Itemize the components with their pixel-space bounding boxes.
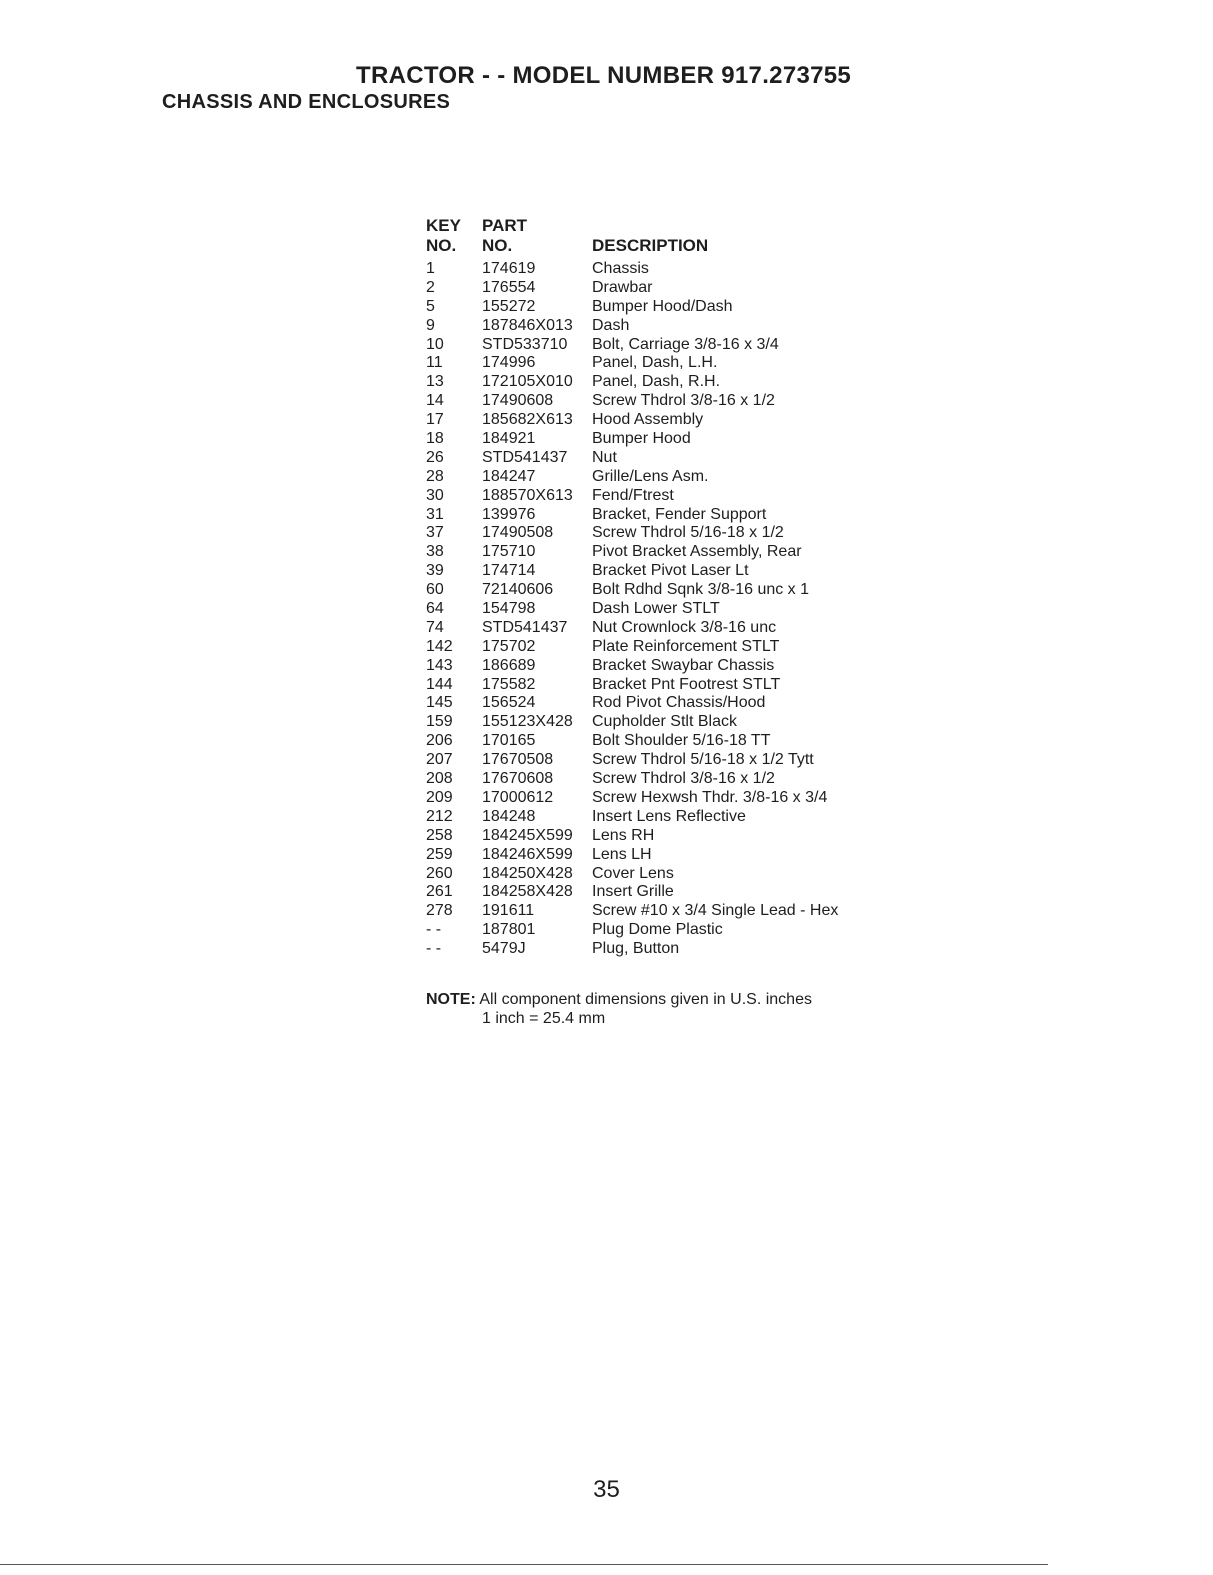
table-row [426, 694, 912, 713]
table-row [426, 524, 912, 543]
key-no-cell: 9 [426, 316, 435, 334]
key-no-cell: 37 [426, 524, 444, 542]
part-no-cell: 184245X599 [482, 826, 573, 844]
key-no-cell: - - [426, 940, 442, 958]
key-no-cell: 13 [426, 373, 444, 391]
table-row [426, 468, 912, 487]
section-subtitle: CHASSIS AND ENCLOSURES [162, 91, 451, 113]
part-no-cell: 175702 [482, 637, 536, 655]
key-no-cell: 26 [426, 448, 444, 466]
table-row [426, 298, 912, 317]
key-no-cell: 142 [426, 637, 453, 655]
key-no-cell: 39 [426, 562, 444, 580]
table-row [426, 600, 912, 619]
part-no-cell: 17000612 [482, 788, 554, 806]
table-row [426, 336, 912, 355]
table-row [426, 581, 912, 600]
key-no-cell: 209 [426, 788, 453, 806]
description-cell: Screw Thdrol 5/16-18 x 1/2 [592, 524, 784, 542]
part-no-cell: 184250X428 [482, 864, 573, 882]
part-no-cell: 191611 [482, 902, 535, 920]
description-cell: Screw Thdrol 3/8-16 x 1/2 [592, 392, 775, 410]
key-no-cell: 143 [426, 656, 453, 674]
description-cell: Panel, Dash, L.H. [592, 354, 718, 372]
part-no-cell: 187801 [482, 921, 536, 939]
description-cell: Bolt Shoulder 5/16-18 TT [592, 732, 771, 750]
note-label: NOTE: [426, 991, 476, 1008]
description-cell: Drawbar [592, 278, 653, 296]
description-cell: Nut Crownlock 3/8-16 unc [592, 618, 777, 636]
table-row [426, 921, 912, 940]
description-cell: Screw #10 x 3/4 Single Lead - Hex [592, 902, 839, 920]
part-no-cell: 185682X613 [482, 411, 573, 429]
table-row [426, 562, 912, 581]
part-no-cell: STD541437 [482, 448, 568, 466]
key-no-cell: 14 [426, 392, 444, 410]
description-cell: Bolt, Carriage 3/8-16 x 3/4 [592, 335, 779, 353]
table-row [426, 430, 912, 449]
description-cell: Insert Lens Reflective [592, 807, 746, 825]
part-no-cell: 184246X599 [482, 845, 573, 863]
table-row [426, 940, 912, 959]
key-no-cell: 38 [426, 543, 444, 561]
key-no-cell: 159 [426, 713, 453, 731]
part-no-cell: 187846X013 [482, 316, 573, 334]
description-cell: Nut [592, 448, 617, 466]
description-cell: Pivot Bracket Assembly, Rear [592, 543, 802, 561]
table-row [426, 279, 912, 298]
description-cell: Bracket Swaybar Chassis [592, 656, 775, 674]
key-no-cell: 30 [426, 486, 444, 504]
key-no-cell: 278 [426, 902, 453, 920]
description-cell: Plug, Button [592, 940, 680, 958]
table-row [426, 676, 912, 695]
table-row [426, 487, 912, 506]
table-row [426, 543, 912, 562]
part-no-cell: 184921 [482, 430, 536, 448]
description-cell: Bracket, Fender Support [592, 505, 767, 523]
note-line-1 [426, 990, 812, 1009]
description-cell: Lens RH [592, 826, 655, 844]
part-no-cell: 176554 [482, 278, 536, 296]
part-no-cell: 72140606 [482, 581, 554, 599]
part-no-cell: 172105X010 [482, 373, 573, 391]
description-header: DESCRIPTION [592, 236, 709, 255]
description-cell: Bumper Hood/Dash [592, 297, 733, 315]
key-no-cell: 60 [426, 581, 444, 599]
description-cell: Dash Lower STLT [592, 600, 720, 618]
key-no-cell: 10 [426, 335, 444, 353]
description-cell: Grille/Lens Asm. [592, 467, 709, 485]
part-no-cell: 155272 [482, 297, 536, 315]
description-cell: Fend/Ftrest [592, 486, 674, 504]
key-no-cell: 144 [426, 675, 453, 693]
key-no-cell: 260 [426, 864, 453, 882]
key-no-cell: 17 [426, 411, 444, 429]
table-row [426, 789, 912, 808]
description-cell: Plate Reinforcement STLT [592, 637, 780, 655]
key-no-cell: 74 [426, 618, 444, 636]
key-no-cell: 64 [426, 600, 444, 618]
description-cell: Dash [592, 316, 630, 334]
description-cell: Insert Grille [592, 883, 674, 901]
description-cell: Bumper Hood [592, 430, 691, 448]
key-no-cell: 212 [426, 807, 453, 825]
table-row [426, 260, 912, 279]
key-no-cell: 2 [426, 278, 435, 296]
part-no-cell: 184258X428 [482, 883, 573, 901]
note-text: All component dimensions given in U.S. inches [479, 991, 812, 1008]
part-no-cell: 17490608 [482, 392, 554, 410]
table-header-row-2 [426, 236, 912, 256]
table-row [426, 449, 912, 468]
part-no-cell: 186689 [482, 656, 536, 674]
table-row [426, 713, 912, 732]
description-cell: Hood Assembly [592, 411, 704, 429]
table-row [426, 317, 912, 336]
key-no-cell: 145 [426, 694, 453, 712]
description-cell: Rod Pivot Chassis/Hood [592, 694, 766, 712]
table-row [426, 732, 912, 751]
key-no-cell: 208 [426, 770, 453, 788]
part-no-cell: 170165 [482, 732, 536, 750]
table-row [426, 770, 912, 789]
table-row [426, 657, 912, 676]
table-row [426, 411, 912, 430]
part-no-cell: 17670508 [482, 751, 554, 769]
key-header: KEY [426, 216, 461, 235]
part-no-cell: 175582 [482, 675, 536, 693]
key-no-cell: 31 [426, 505, 444, 523]
table-header-row-1 [426, 216, 912, 236]
page-title: TRACTOR - - MODEL NUMBER 917.273755 [356, 62, 852, 89]
table-row [426, 638, 912, 657]
table-row [426, 392, 912, 411]
table-row [426, 506, 912, 525]
part-no-cell: 156524 [482, 694, 536, 712]
part-no-cell: 154798 [482, 600, 536, 618]
page-number: 35 [593, 1476, 620, 1503]
part-no-cell: 188570X613 [482, 486, 573, 504]
table-row [426, 902, 912, 921]
key-no-cell: 258 [426, 826, 453, 844]
part-no-cell: 174714 [482, 562, 536, 580]
table-row [426, 883, 912, 902]
part-no-cell: 184248 [482, 807, 536, 825]
note [426, 990, 812, 1028]
parts-rows [426, 260, 912, 959]
description-cell: Chassis [592, 260, 649, 277]
part-no-cell: 155123X428 [482, 713, 573, 731]
key-no-header: NO. [426, 236, 457, 255]
footer-rule [0, 1564, 1048, 1565]
description-cell: Bracket Pivot Laser Lt [592, 562, 749, 580]
key-no-cell: 259 [426, 845, 453, 863]
description-cell: Cupholder Stlt Black [592, 713, 737, 731]
key-no-cell: 207 [426, 751, 453, 769]
key-no-cell: - - [426, 921, 442, 939]
table-row [426, 619, 912, 638]
description-cell: Screw Thdrol 5/16-18 x 1/2 Tytt [592, 751, 814, 769]
description-cell: Plug Dome Plastic [592, 921, 723, 939]
description-cell: Panel, Dash, R.H. [592, 373, 721, 391]
part-no-cell: 174619 [482, 260, 536, 277]
key-no-cell: 5 [426, 297, 435, 315]
part-header: PART [482, 216, 528, 235]
part-no-cell: 184247 [482, 467, 536, 485]
key-no-cell: 11 [426, 354, 443, 372]
description-cell: Lens LH [592, 845, 652, 863]
table-row [426, 373, 912, 392]
part-no-header: NO. [482, 236, 513, 255]
table-row [426, 354, 912, 373]
table-row [426, 751, 912, 770]
key-no-cell: 261 [426, 883, 453, 901]
parts-list [426, 216, 912, 959]
table-row [426, 846, 912, 865]
note-line-2: 1 inch = 25.4 mm [482, 1010, 606, 1027]
description-cell: Screw Thdrol 3/8-16 x 1/2 [592, 770, 775, 788]
part-no-cell: 139976 [482, 505, 536, 523]
part-no-cell: 5479J [482, 940, 526, 958]
part-no-cell: 174996 [482, 354, 536, 372]
key-no-cell: 18 [426, 430, 444, 448]
description-cell: Bolt Rdhd Sqnk 3/8-16 unc x 1 [592, 581, 810, 599]
table-row [426, 865, 912, 884]
table-row [426, 827, 912, 846]
part-no-cell: 17490508 [482, 524, 554, 542]
key-no-cell: 28 [426, 467, 444, 485]
table-row [426, 808, 912, 827]
part-no-cell: 175710 [482, 543, 536, 561]
description-cell: Screw Hexwsh Thdr. 3/8-16 x 3/4 [592, 788, 828, 806]
description-cell: Cover Lens [592, 864, 674, 882]
key-no-cell: 206 [426, 732, 453, 750]
key-no-cell: 1 [426, 260, 435, 277]
part-no-cell: STD533710 [482, 335, 568, 353]
description-cell: Bracket Pnt Footrest STLT [592, 675, 781, 693]
part-no-cell: 17670608 [482, 770, 554, 788]
part-no-cell: STD541437 [482, 618, 568, 636]
